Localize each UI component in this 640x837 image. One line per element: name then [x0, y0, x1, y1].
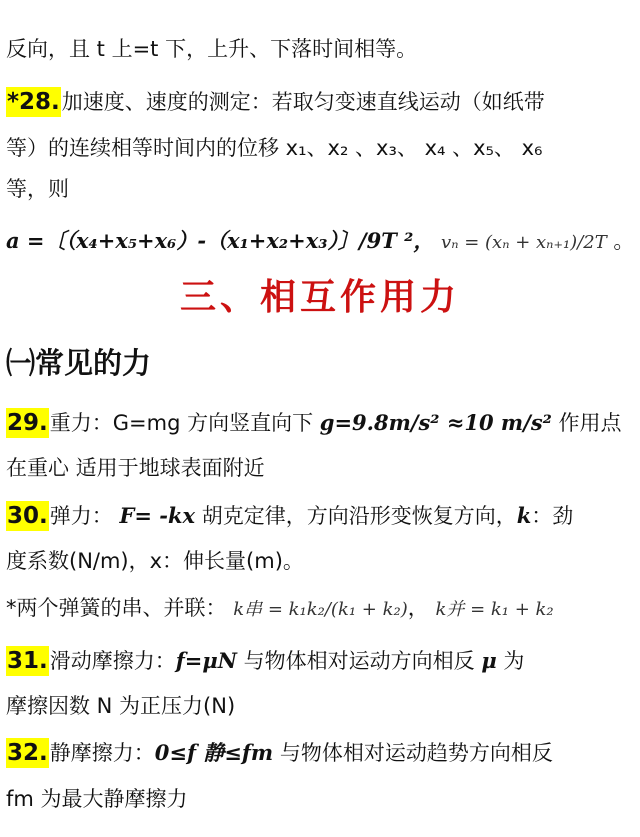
text-line: 等）的连续相等时间内的位移 x₁、x₂ 、x₃、 x₄ 、x₅、 x₆	[6, 136, 543, 160]
text-part: 滑动摩擦力：	[49, 649, 176, 673]
text-line: 摩擦因数 N 为正压力(N)	[6, 694, 236, 718]
text-line: 在重心 适用于地球表面附近	[6, 456, 265, 480]
springs-line	[6, 593, 634, 625]
paragraph-line	[6, 34, 634, 64]
text-part: ：劲	[531, 504, 574, 528]
parallel-spring-formula: k并 = k₁ + k₂	[435, 599, 554, 620]
text-line: 反向，且 t 上=t 下，上升、下落时间相等。	[6, 37, 418, 61]
series-spring-formula: k串 = k₁k₂/(k₁ + k₂)	[233, 599, 408, 620]
symbol-k: k	[516, 503, 532, 528]
item-32-line-1	[6, 738, 634, 768]
text-part: 弹力：	[49, 504, 120, 528]
text-part: 为	[496, 649, 525, 673]
text-part: 静摩擦力：	[49, 741, 155, 765]
text-part: 作用点	[551, 411, 622, 435]
item-number: 29.	[7, 410, 48, 436]
text-part: 胡克定律，方向沿形变恢复方向，	[195, 504, 517, 528]
item-30-line-1	[6, 501, 634, 531]
section-title: 三、相互作用力	[179, 277, 460, 318]
item-number: 31.	[7, 648, 48, 674]
punctuation: ，	[407, 596, 429, 620]
symbol-mu: μ	[481, 648, 497, 673]
text-part: 与物体相对运动趋势方向相反	[273, 741, 553, 765]
text-part: *两个弹簧的串、并联：	[6, 596, 227, 620]
text-part: 与物体相对运动方向相反	[236, 649, 482, 673]
item-31-line-2	[6, 691, 634, 721]
text-line: fm 为最大静摩擦力	[6, 787, 188, 811]
item-28-formula	[6, 226, 634, 258]
gravity-formula: g=9.8m/s² ≈10 m/s²	[319, 410, 552, 435]
static-friction-formula: 0≤f 静≤fm	[154, 740, 274, 765]
item-29-line-1	[6, 408, 634, 438]
item-29-line-2	[6, 453, 634, 483]
subsection-title: ㈠常见的力	[6, 346, 152, 380]
item-30-line-2	[6, 546, 634, 576]
hooke-formula: F= -kx	[119, 503, 196, 528]
punctuation: 。	[613, 229, 635, 253]
text-line: 度系数(N/m)，x：伸长量(m)。	[6, 549, 304, 573]
item-number: *28.	[7, 89, 60, 115]
velocity-formula: vₙ = (xₙ + xₙ₊₁)/2T	[441, 232, 607, 253]
item-28-line-2	[6, 133, 634, 163]
text-line: 等，则	[6, 177, 69, 201]
item-number: 32.	[7, 740, 48, 766]
text-line: 加速度、速度的测定：若取匀变速直线运动（如纸带	[61, 90, 545, 114]
item-28-line-1	[6, 87, 634, 117]
item-31-line-1	[6, 646, 634, 676]
acceleration-formula: a =〔（x₄+x₅+x₆）-（x₁+x₂+x₃）〕/9T ²，	[6, 228, 435, 253]
friction-formula: f=μN	[175, 648, 237, 673]
item-32-line-2	[6, 784, 634, 814]
item-number: 30.	[7, 503, 48, 529]
text-part: 重力：G=mg 方向竖直向下	[49, 411, 320, 435]
item-28-line-3	[6, 174, 634, 204]
